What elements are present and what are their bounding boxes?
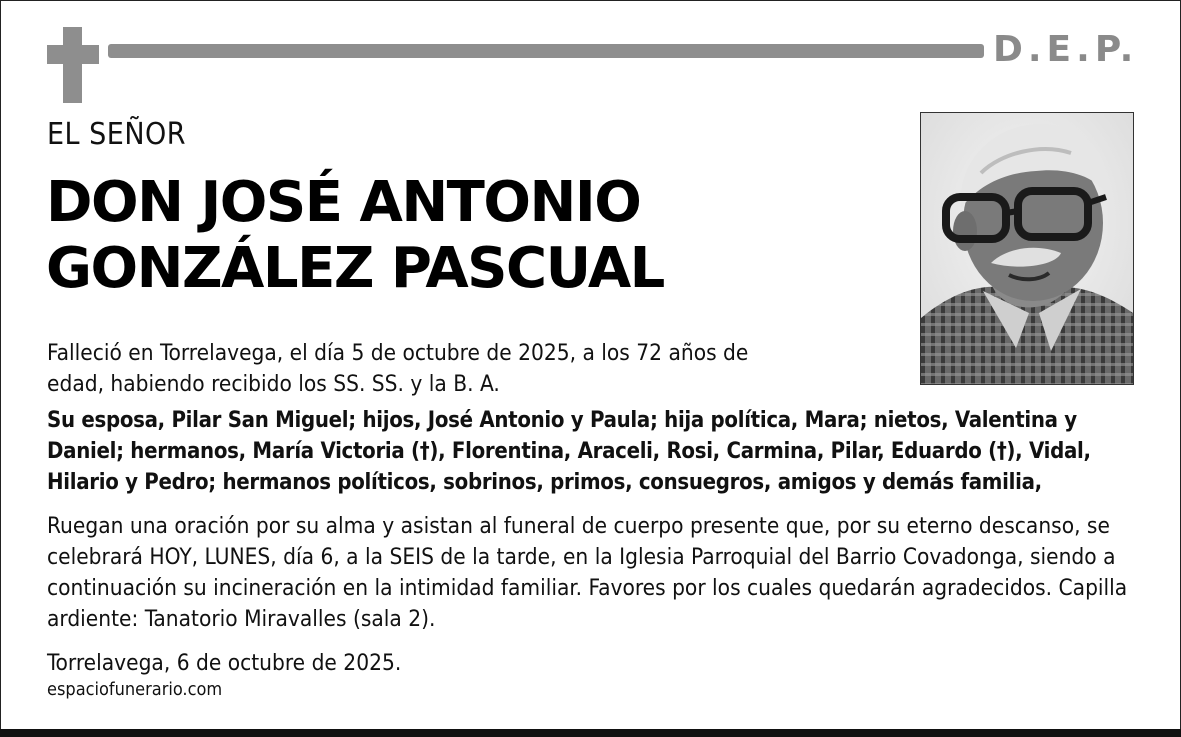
cross-icon (47, 27, 99, 103)
funeral-service-text: Ruegan una oración por su alma y asistan al funeral de cuerpo presente que, por su eterno descanso, se celebrará HOY, LUNES, día 6, a la SEIS de la tarde, en la Iglesia Parroquial del Barrio Covadonga, siendo a continuación su incineración en la intimidad familiar. Favores por los cuales quedarán agradecidos. Capilla ardiente: Tanatorio Miravalles (sala 2). (47, 513, 1128, 632)
header-rule (108, 44, 984, 58)
place-date: Torrelavega, 6 de octubre de 2025. (47, 650, 402, 676)
title-prefix: EL SEÑOR (47, 117, 187, 152)
deceased-name (46, 170, 664, 302)
family-list: Su esposa, Pilar San Miguel; hijos, José Antonio y Paula; hija política, Mara; nietos, Valentina y Daniel; hermanos, María Victoria (†), Florentina, Araceli, Rosi, Carmina, Pilar, Eduardo (†), Vidal, Hilario y Pedro; hermanos políticos, sobrinos, primos, consuegros, amigos y demás familia, (47, 408, 1091, 495)
deceased-photo (920, 112, 1134, 385)
death-notice: Falleció en Torrelavega, el día 5 de octubre de 2025, a los 72 años de edad, habiendo recibido los SS. SS. y la B. A. (47, 340, 749, 397)
name-line-1: DON JOSÉ ANTONIO (46, 170, 641, 235)
website-link[interactable]: espaciofunerario.com (47, 679, 223, 700)
name-line-2: GONZÁLEZ PASCUAL (46, 236, 664, 301)
bottom-rule (0, 729, 1181, 737)
dep-label: D.E.P. (993, 29, 1139, 70)
